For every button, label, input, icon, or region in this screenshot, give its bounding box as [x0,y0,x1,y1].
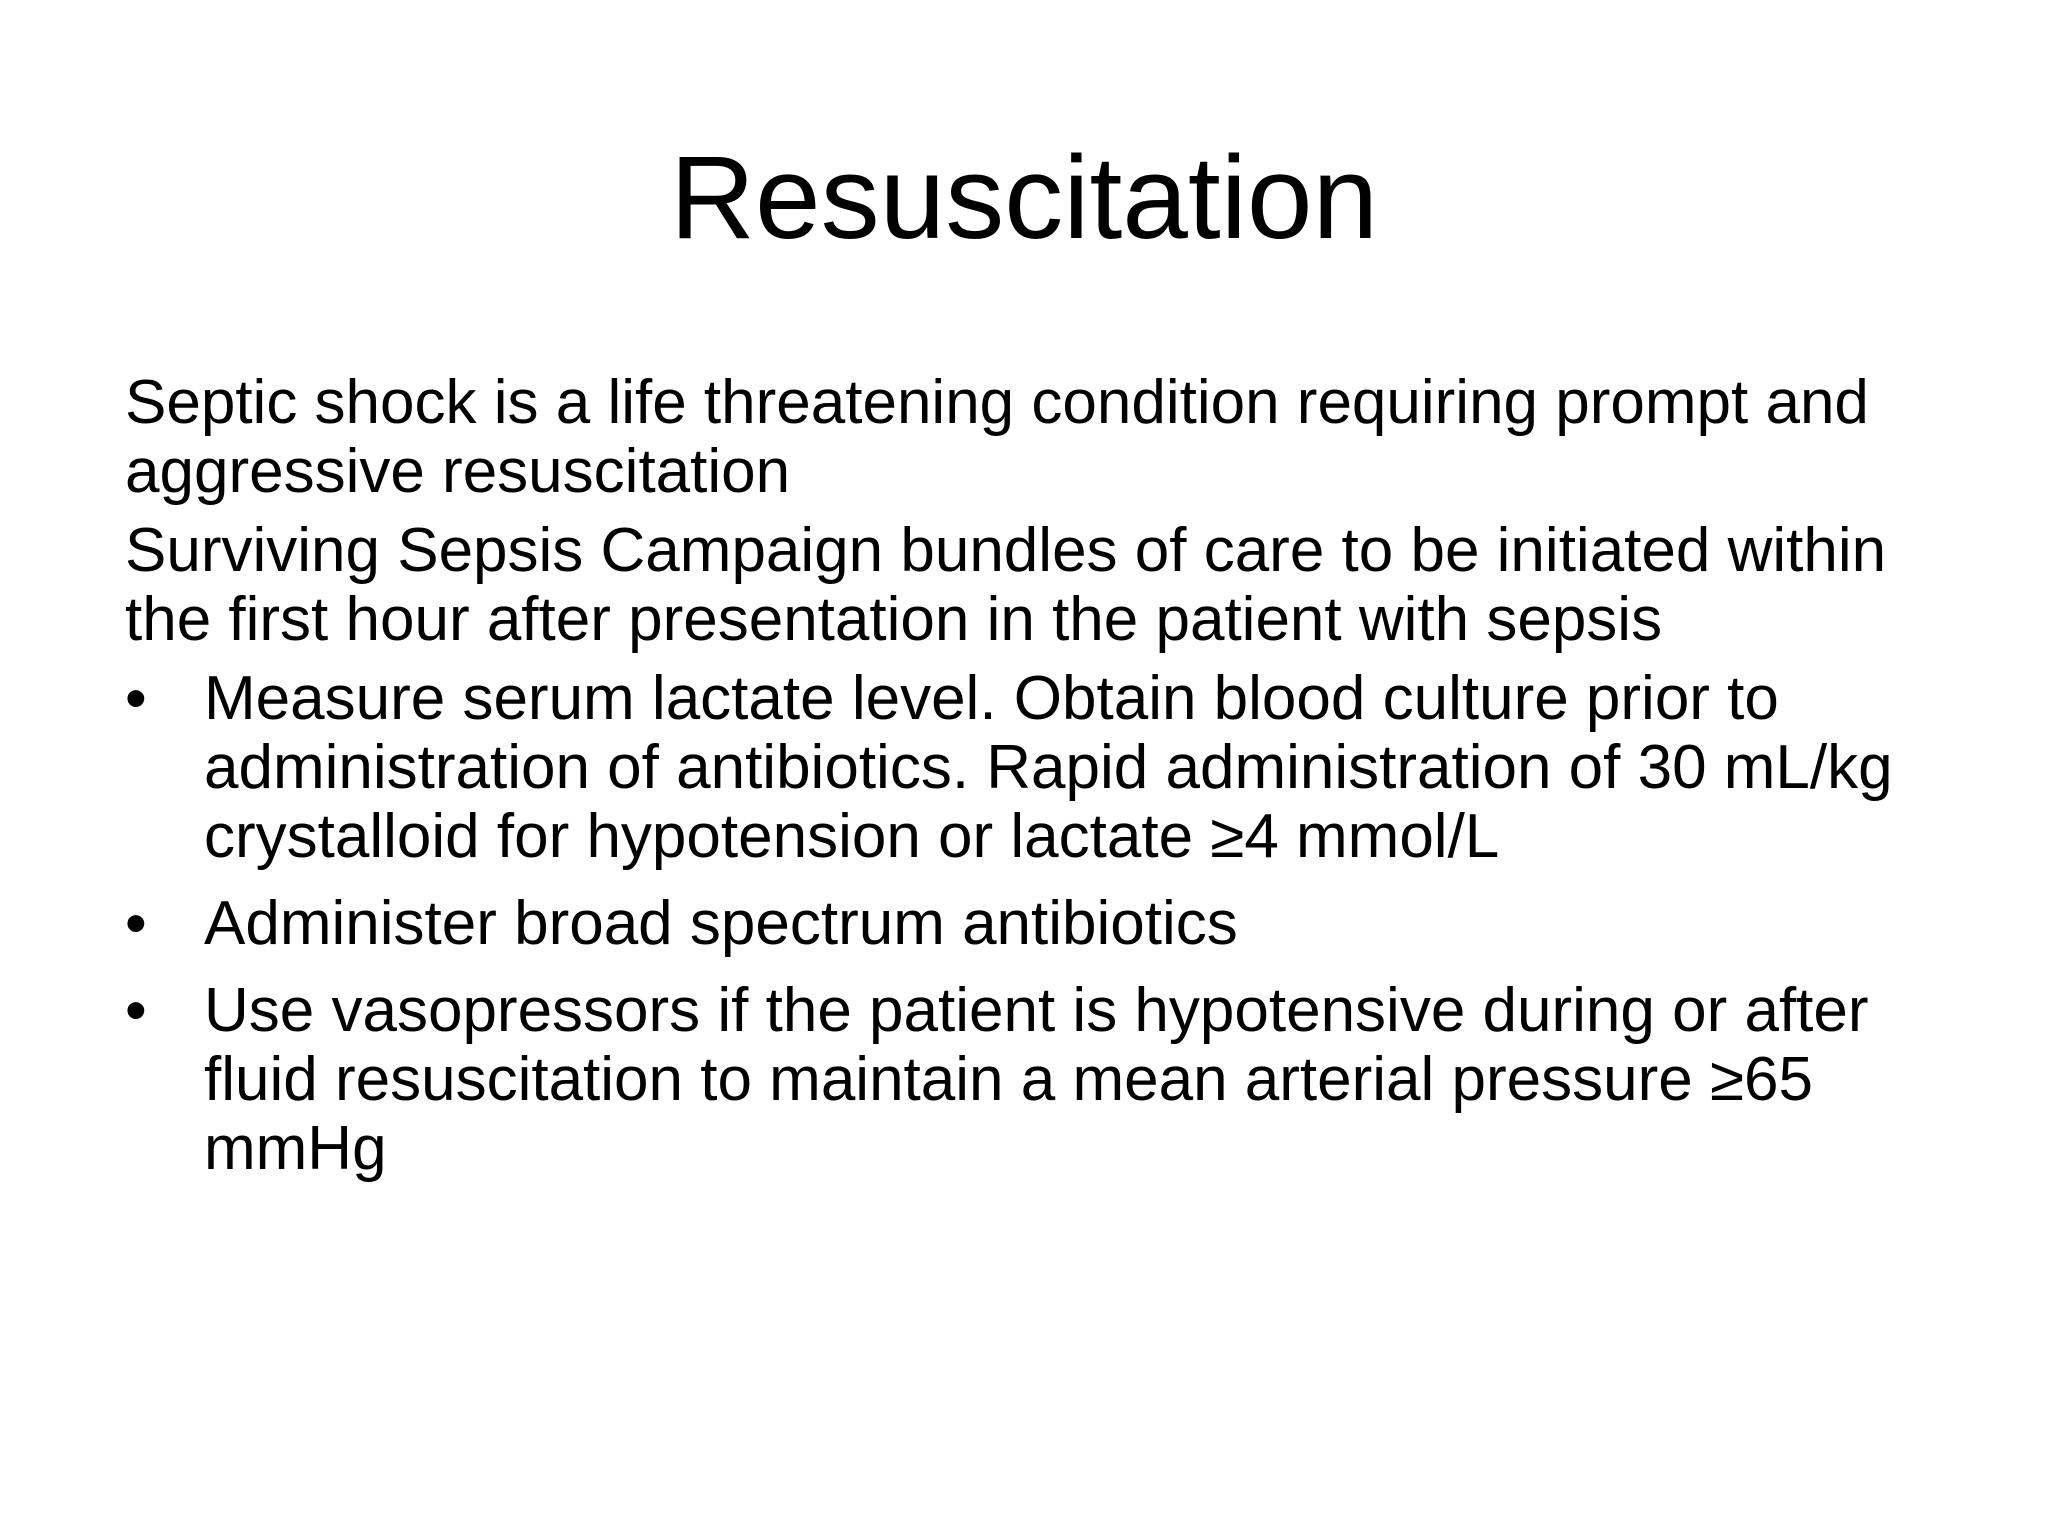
bullet-item-lactate [125,664,1915,871]
paragraph-surviving-sepsis: Surviving Sepsis Campaign bundles of care to be initiated within the first hour after presentation in the patient with sepsis [125,516,1887,654]
paragraph-septic-shock: Septic shock is a life threatening condition requiring prompt and aggressive resuscitation [125,368,1869,506]
bullet-text: Administer broad spectrum antibiotics [204,889,1238,958]
bullet-icon: • [125,889,147,958]
bullet-item-vasopressors [125,976,1915,1183]
slide-body [125,368,1915,1201]
bullet-list [125,664,1915,1183]
bullet-icon: • [125,664,147,733]
bullet-text: Use vasopressors if the patient is hypotensive during or after fluid resuscitation to maintain a mean arterial pressure ≥65 mmHg [204,976,1869,1183]
bullet-icon: • [125,976,147,1045]
bullet-text: Measure serum lactate level. Obtain blood culture prior to administration of antibiotics. Rapid administration of 30 mL/kg crystalloid for hypotension or lactate ≥4 mmol/L [204,664,1893,871]
slide-title: Resuscitation [669,132,1379,264]
bullet-item-antibiotics [125,889,1915,958]
